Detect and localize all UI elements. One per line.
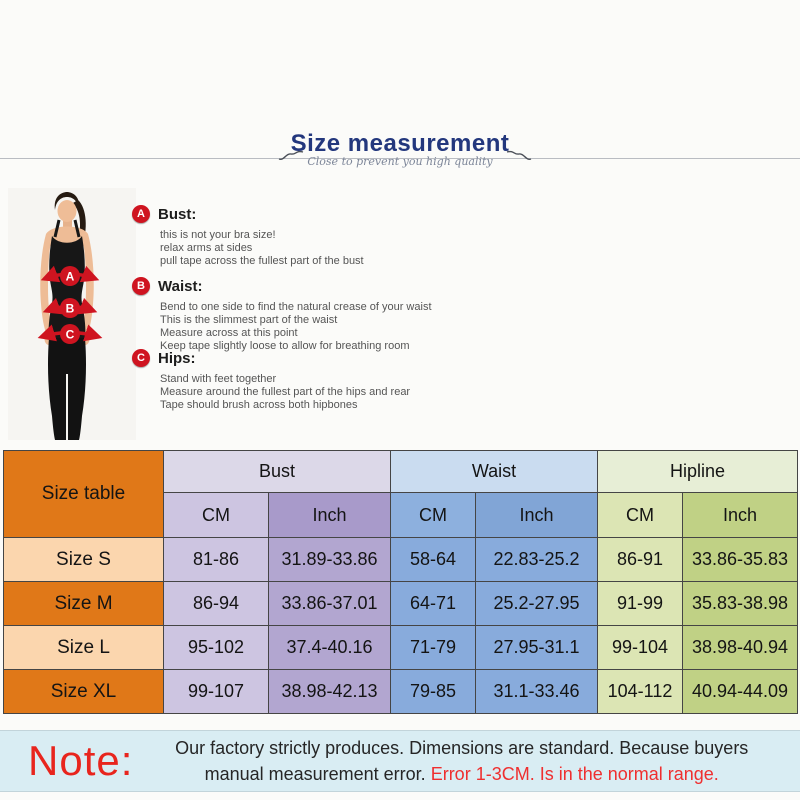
subheader-bust-inch: Inch — [269, 493, 391, 538]
waist-heading: Waist: — [158, 277, 203, 295]
instruction-line: this is not your bra size! — [160, 229, 276, 241]
table-cell: 91-99 — [598, 582, 683, 626]
table-row-size-s — [4, 538, 798, 582]
subheader-hip-inch: Inch — [683, 493, 798, 538]
table-cell: 79-85 — [391, 670, 476, 714]
hips-instructions — [160, 373, 502, 412]
waist-letter: B — [65, 301, 75, 316]
instruction-line: Stand with feet together — [160, 373, 277, 385]
instruction-line: This is the slimmest part of the waist — [160, 314, 338, 326]
guide-section-hips — [132, 349, 502, 412]
subheader-bust-cm: CM — [164, 493, 269, 538]
hips-heading: Hips: — [158, 349, 196, 367]
table-cell: 38.98-42.13 — [269, 670, 391, 714]
note-banner — [0, 730, 800, 792]
guide-section-waist — [132, 277, 502, 353]
instruction-line: Measure around the fullest part of the hips and rear — [160, 386, 411, 398]
bust-instructions — [160, 229, 502, 268]
waist-instructions — [160, 301, 502, 353]
table-cell: 22.83-25.2 — [476, 538, 598, 582]
badge-b-icon: B — [132, 277, 150, 295]
table-cell: 99-107 — [164, 670, 269, 714]
table-row-size-m — [4, 582, 798, 626]
badge-a-icon: A — [132, 205, 150, 223]
note-text — [133, 735, 800, 787]
guide-section-bust — [132, 205, 502, 268]
subheader-waist-inch: Inch — [476, 493, 598, 538]
column-group-bust: Bust — [164, 451, 391, 493]
table-cell: 58-64 — [391, 538, 476, 582]
table-corner-label: Size table — [4, 451, 164, 538]
table-cell: 71-79 — [391, 626, 476, 670]
table-cell: 64-71 — [391, 582, 476, 626]
instruction-line: Measure across at this point — [160, 327, 298, 339]
table-cell: 104-112 — [598, 670, 683, 714]
note-line2: manual measurement error. — [204, 764, 431, 784]
subheader-waist-cm: CM — [391, 493, 476, 538]
table-cell: 25.2-27.95 — [476, 582, 598, 626]
instruction-line: pull tape across the fullest part of the bust — [160, 255, 364, 267]
page-subtitle: Close to prevent you high quality — [307, 155, 493, 168]
table-cell: 33.86-35.83 — [683, 538, 798, 582]
instruction-line: relax arms at sides — [160, 242, 253, 254]
table-cell: 37.4-40.16 — [269, 626, 391, 670]
table-cell: 27.95-31.1 — [476, 626, 598, 670]
table-cell: 86-91 — [598, 538, 683, 582]
table-cell: 99-104 — [598, 626, 683, 670]
row-label: Size XL — [4, 670, 164, 714]
hips-letter: C — [65, 327, 75, 342]
table-row-size-l — [4, 626, 798, 670]
table-cell: 40.94-44.09 — [683, 670, 798, 714]
row-label: Size M — [4, 582, 164, 626]
table-cell: 86-94 — [164, 582, 269, 626]
table-row-size-xl — [4, 670, 798, 714]
instruction-line: Tape should brush across both hipbones — [160, 399, 358, 411]
row-label: Size L — [4, 626, 164, 670]
instruction-line: Keep tape slightly loose to allow for breathing room — [160, 340, 410, 352]
table-cell: 81-86 — [164, 538, 269, 582]
note-line2-highlight: Error 1-3CM. Is in the normal range. — [430, 764, 719, 784]
column-group-hipline: Hipline — [598, 451, 798, 493]
table-cell: 35.83-38.98 — [683, 582, 798, 626]
table-cell: 31.1-33.46 — [476, 670, 598, 714]
bust-heading: Bust: — [158, 205, 197, 223]
row-label: Size S — [4, 538, 164, 582]
column-group-waist: Waist — [391, 451, 598, 493]
badge-c-icon: C — [132, 349, 150, 367]
table-cell: 38.98-40.94 — [683, 626, 798, 670]
note-label: Note: — [28, 737, 134, 784]
table-cell: 31.89-33.86 — [269, 538, 391, 582]
model-photo — [8, 188, 136, 440]
page-title: Size measurement — [290, 130, 510, 157]
subheader-hip-cm: CM — [598, 493, 683, 538]
bust-letter: A — [65, 269, 75, 284]
table-cell: 33.86-37.01 — [269, 582, 391, 626]
note-line1: Our factory strictly produces. Dimensions are standard. Because buyers — [175, 738, 749, 758]
table-cell: 95-102 — [164, 626, 269, 670]
instruction-line: Bend to one side to find the natural crease of your waist — [160, 301, 432, 313]
size-table — [3, 450, 798, 714]
